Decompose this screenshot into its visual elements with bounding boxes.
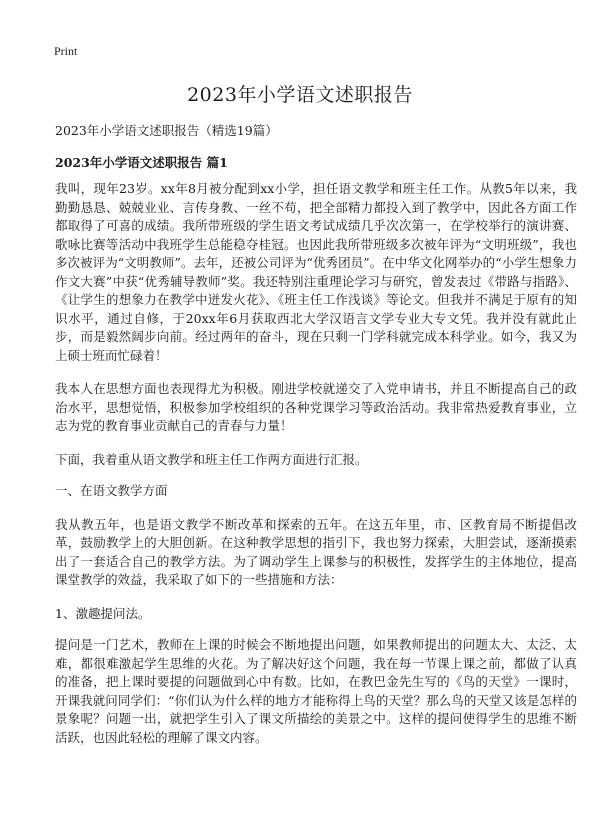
print-link[interactable]: Print [54,44,78,58]
heading-method-1: 1、激趣提问法。 [55,605,151,621]
paragraph-intro: 我叫，现年23岁。xx年8月被分配到xx小学，担任语文教学和班主任工作。从教5年以来，我勤勤恳恳、兢兢业业、言传身教、一丝不苟，把全部精力都投入到了教学中，因此各方面工作都取得了可喜的成绩。我所带班级的学生语文考试成绩几乎次次第一，在学校举行的演讲赛、歌咏比赛等活动中我班学生总能稳夺桂冠。也因此我所带班级多次被年评为“文明班级”，我也多次被评为“文明教师”。去年，还被公司评为“优秀团员”。在中华文化网举办的“小学生想象力作文大赛”中获“优秀辅导教师”奖。我还特别注重理论学习与研究，曾发表过《带路与指路》、《让学生的想象力在教学中迸发火花》、《班主任工作浅谈》等论文。但我并不满足于原有的知识水平，通过自修，于20xx年6月获取西北大学汉语言文学专业大专文凭。我并没有就此止步，而是毅然阔步向前。经过两年的奋斗，现在只剩一门学科就完成本科学业。如今，我又为上硕士班而忙碌着！ [55,181,577,363]
document-subtitle: 2023年小学语文述职报告（精选19篇） [55,123,278,138]
page-title: 2023年小学语文述职报告 [187,84,413,106]
paragraph-questioning: 提问是一门艺术，教师在上课的时候会不断地提出问题，如果教师提出的问题太大、太泛、太难，都很难激起学生思维的火花。为了解决好这个问题，我在每一节课上课之前，都做了认真的准备，把上课时要提的问题做到心中有数。比如，在教巴金先生写的《鸟的天堂》一课时，开课我就问同学们：“你们认为什么样的地方才能称得上鸟的天堂？那么鸟的天堂又该是怎样的景象呢？问题一出，就把学生引入了课文所描绘的美景之中。这样的提问使得学生的思维不断活跃，也因此轻松的理解了课文内容。 [55,637,577,745]
paragraph-teaching-reform: 我从教五年，也是语文教学不断改革和探索的五年。在这五年里，市、区教育局不断提倡改革，鼓励教学上的大胆创新。在这种教学思想的指引下，我也努力探索，大胆尝试，逐渐摸索出了一套适合自己的教学方法。为了调动学生上课参与的积极性，发挥学生的主体地位，提高课堂教学的效益，我采取了如下的一些措施和方法： [55,516,577,587]
section-heading: 2023年小学语文述职报告 篇1 [55,155,228,170]
document-body [55,180,577,747]
heading-chinese-teaching: 一、在语文教学方面 [55,483,168,498]
paragraph-report-overview: 下面，我着重从语文教学和班主任工作两方面进行汇报。 [55,451,368,467]
paragraph-ideology: 我本人在思想方面也表现得尤为积极。刚进学校就递交了入党申请书，并且不断提高自己的政治水平，思想觉悟，积极参加学校组织的各种党课学习等政治活动。我非常热爱教育事业，立志为党的教育事业贡献自己的青春与力量！ [55,381,577,433]
